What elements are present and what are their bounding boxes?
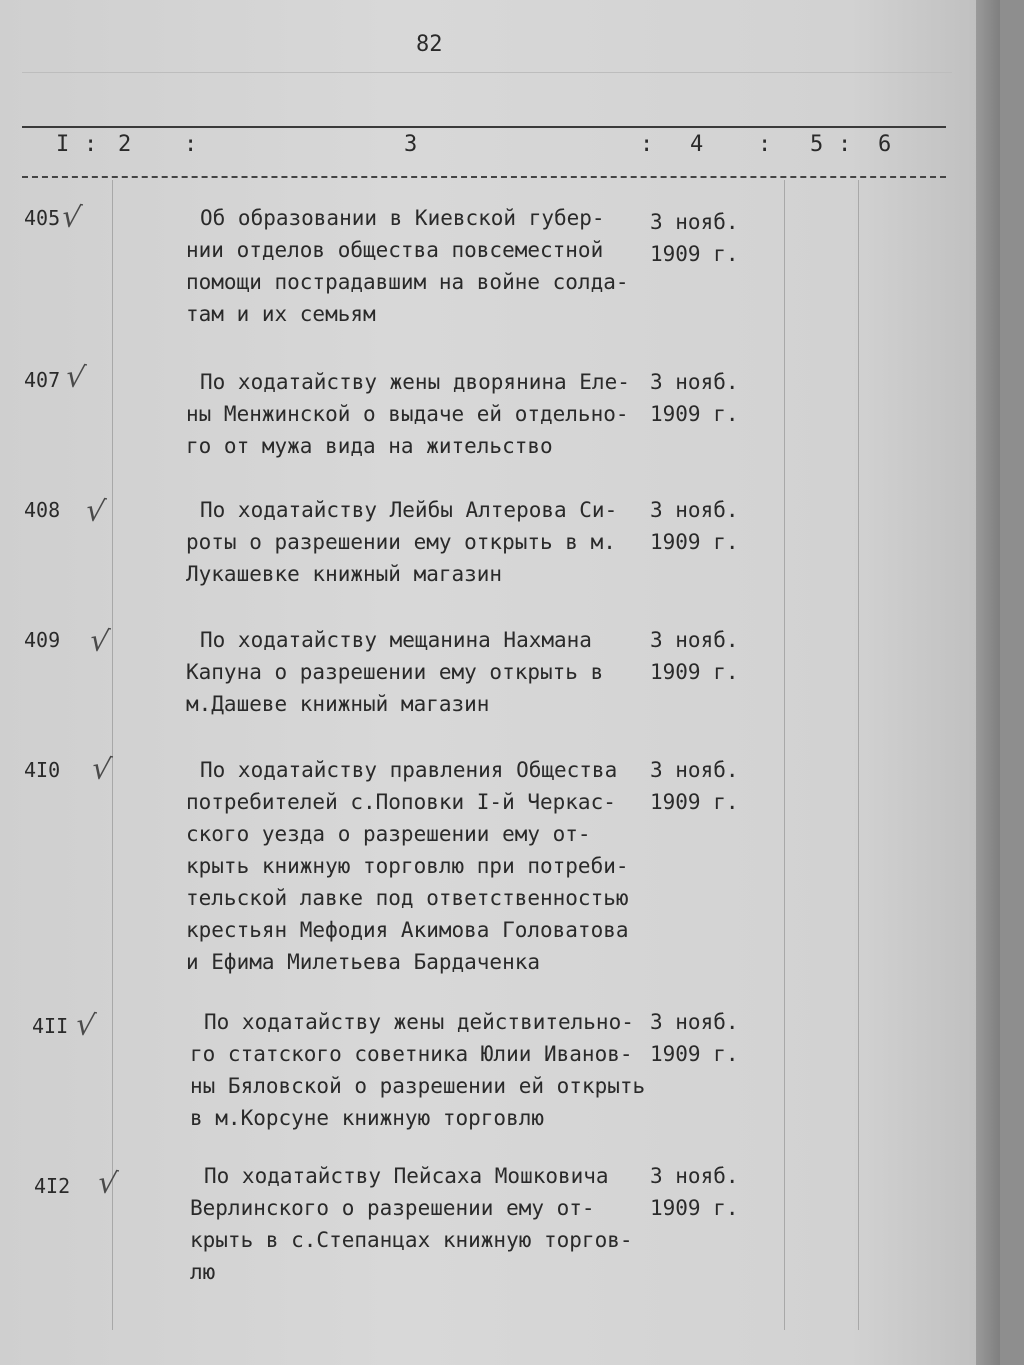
entry-description: По ходатайству правления Общества потребителей с.Поповки I-й Черкас- ского уезда о разрешении ему от- крыть книжную торговлю при потреби- тельской лавке под ответственностью крестьян Мефодия Акимова Головатова и Ефима Милетьева Бардаченка [186, 758, 629, 974]
entry-number: 4I0 [24, 758, 61, 782]
column-number-1: I [56, 132, 70, 157]
entry-date: 3 нояб. 1909 г. [650, 628, 739, 684]
entry-date: 3 нояб. 1909 г. [650, 1164, 739, 1220]
entry-description: По ходатайству Лейбы Алтерова Си- роты о разрешении ему открыть в м. Лукашевке книжный магазин [186, 498, 618, 586]
checkmark-icon: √ [83, 492, 108, 531]
column-number-6: 6 [878, 132, 892, 157]
page-edge [976, 0, 1000, 1365]
entry-description: По ходатайству жены действительно- го статского советника Юлии Иванов- ны Бяловской о разрешении ей открыть в м.Корсуне книжную торговлю [190, 1010, 646, 1130]
column-divider [784, 180, 785, 1330]
page-number: 82 [416, 32, 443, 57]
entry-number: 407 [24, 368, 61, 392]
entry-description: По ходатайству Пейсаха Мошковича Верлинского о разрешении ему от- крыть в с.Степанцах книжную торгов- лю [190, 1164, 633, 1284]
entry-description: По ходатайству мещанина Нахмана Капуна о разрешении ему открыть в м.Дашеве книжный магазин [186, 628, 604, 716]
column-number-3: 3 [404, 132, 418, 157]
entry-date: 3 нояб. 1909 г. [650, 498, 739, 554]
entry-description: Об образовании в Киевской губер- нии отделов общества повсеместной помощи пострадавшим на войне солда- там и их семьям [186, 206, 629, 326]
entry-number: 408 [24, 498, 61, 522]
column-number-5: 5 [810, 132, 824, 157]
checkmark-icon: √ [95, 1164, 120, 1203]
checkmark-icon: √ [63, 358, 88, 397]
entry-number: 4II [32, 1014, 69, 1038]
faint-header-row [22, 72, 952, 125]
entry-date: 3 нояб. 1909 г. [650, 210, 739, 266]
column-divider [858, 180, 859, 1330]
checkmark-icon: √ [73, 1006, 98, 1045]
document-page: 82 I : 2 : 3 : 4 : 5 : 6 405 √ Об образовании в Киевской губер- нии отделов общества повсеместной помощи пострадавшим на войне солда- там и их семьям 3 нояб. 1909 г. 407 √ По ходатайству жены дворянина Еле- ны Менжинской о выдаче ей отдельно- го от мужа вида на жительство 3 нояб. 1909 г. 408 √ По ходатайству Лейбы Алтерова Си- роты о разрешении ему открыть в м. Лукашевке книжный магазин 3 нояб. 1909 г. 409 √ По ходатайству мещанина Нахмана Капуна о разрешении ему открыть в м.Дашеве книжный магазин 3 нояб. 1909 г. 4I0 √ По ходатайству правления Общества потребителей с.Поповки I-й Черкас- ского уезда о разрешении ему от- крыть книжную торговлю при потреби- тельской лавке под ответственностью крестьян Мефодия Акимова Головатова и Ефима Милетьева Бардаченка 3 нояб. 1909 г. 4II √ По ходатайству жены действительно- го статского советника Юлии Иванов- ны Бяловской о разрешении ей открыть в м.Корсуне книжную торговлю 3 нояб. 1909 г. 4I2 √ По ходатайству Пейсаха Мошковича Верлинского о разрешении ему от- крыть в с.Степанцах книжную торгов- лю 3 нояб. 1909 г. [0, 0, 1000, 1365]
entry-description: По ходатайству жены дворянина Еле- ны Менжинской о выдаче ей отдельно- го от мужа вида на жительство [186, 370, 630, 458]
entry-number: 4I2 [34, 1174, 71, 1198]
entry-date: 3 нояб. 1909 г. [650, 758, 739, 814]
header-rule-top [22, 126, 946, 128]
checkmark-icon: √ [87, 622, 112, 661]
checkmark-icon: √ [89, 750, 114, 789]
entry-number: 405 [24, 206, 61, 230]
entry-date: 3 нояб. 1909 г. [650, 1010, 739, 1066]
column-number-4: 4 [690, 132, 704, 157]
entry-date: 3 нояб. 1909 г. [650, 370, 739, 426]
entry-number: 409 [24, 628, 61, 652]
checkmark-icon: √ [59, 198, 84, 237]
column-number-2: 2 [118, 132, 132, 157]
header-rule-bottom [22, 176, 946, 178]
